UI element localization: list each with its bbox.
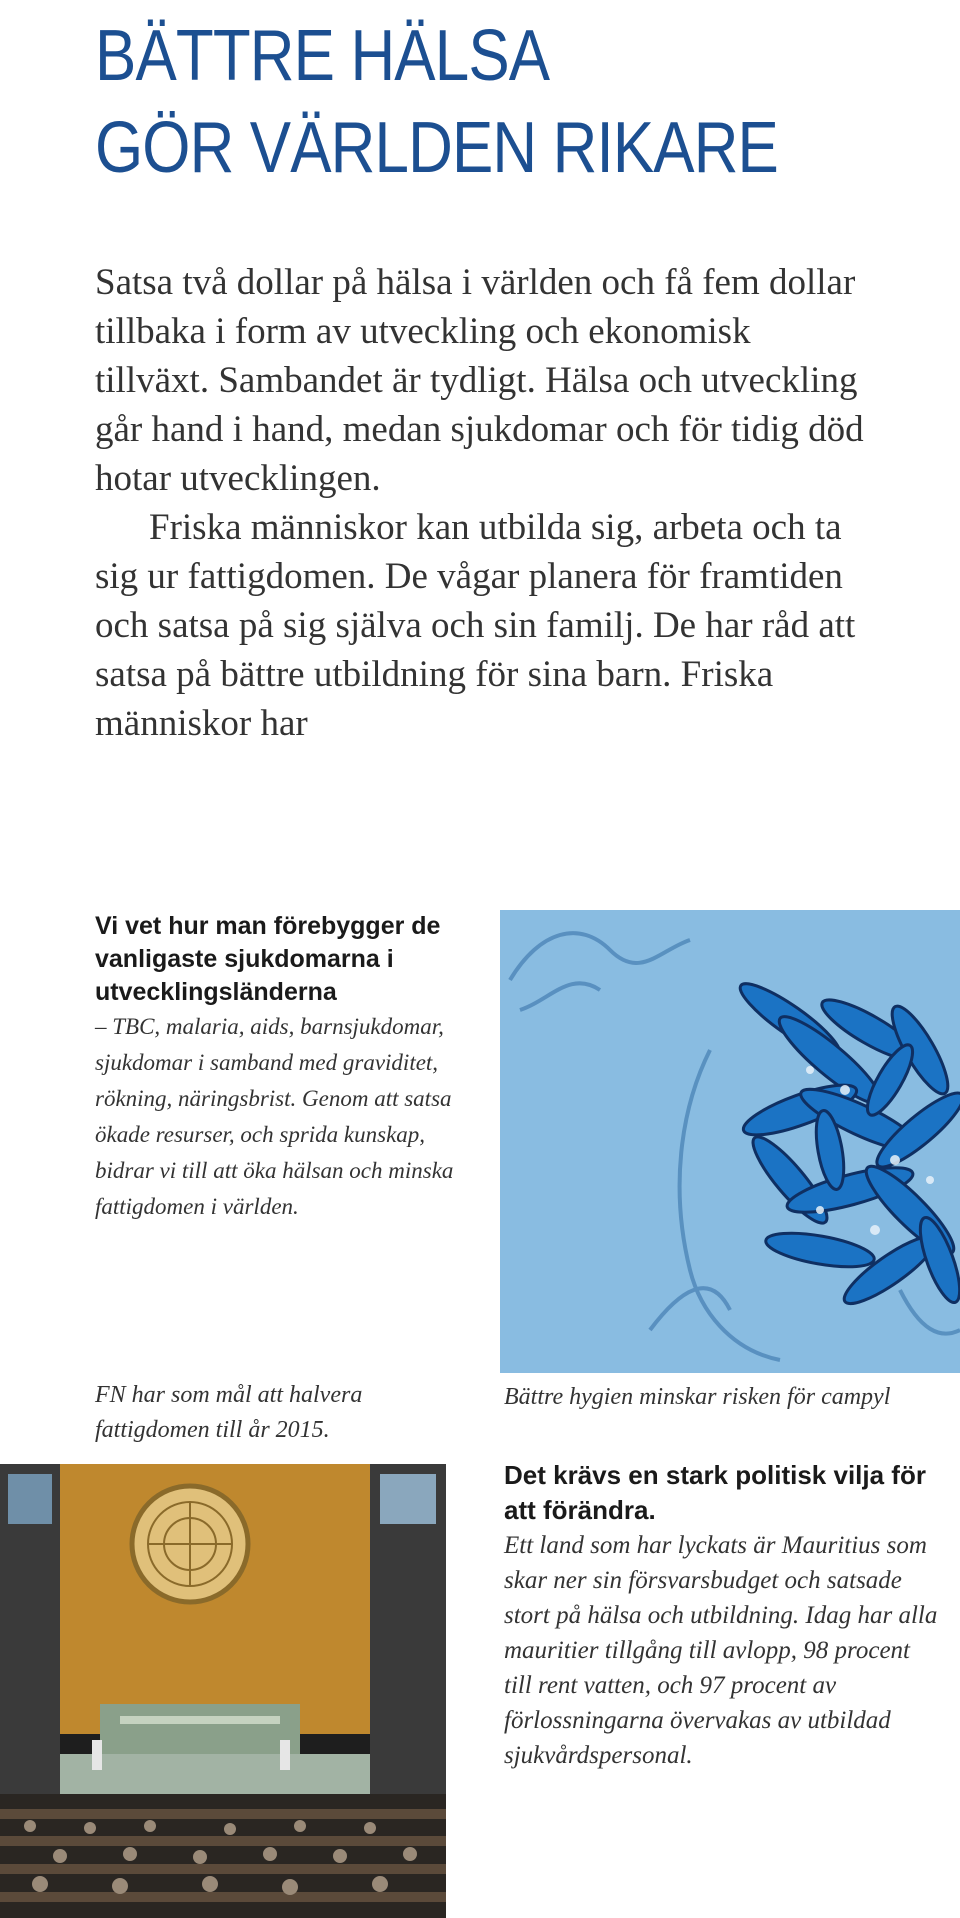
mauritius-heading: Det krävs en stark politisk vilja för att förändra. xyxy=(504,1460,926,1525)
sidebar-heading: Vi vet hur man förebygger de vanligaste sjukdomarna i utvecklingsländerna xyxy=(95,912,441,1006)
bacteria-illustration xyxy=(500,910,960,1373)
sidebar-text: – TBC, malaria, aids, barnsjukdomar, sjukdomar i samband med graviditet, rökning, näringsbrist. Genom att satsa ökade resurser, och sprida kunskap, bidrar vi till att öka hälsan och minska fattigdomen i världen. xyxy=(95,1014,454,1219)
bacteria-photo xyxy=(500,910,960,1373)
page-title-line-1: BÄTTRE HÄLSA xyxy=(95,16,550,96)
page-title-line-2: GÖR VÄRLDEN RIKARE xyxy=(95,108,779,188)
mauritius-block xyxy=(504,1458,944,1773)
intro-paragraph-2: Friska människor kan utbilda sig, arbeta och ta sig ur fattigdomen. De vågar planera för framtiden och satsa på sig själva och sin familj. De har råd att satsa på bättre utbildning för sina barn. Friska människor har xyxy=(95,507,856,744)
un-assembly-illustration xyxy=(0,1464,446,1918)
mauritius-text: Ett land som har lyckats är Mauritius som skar ner sin försvarsbudget och satsade stort på hälsa och utbildning. Idag har alla mauritier tillgång till avlopp, 98 procent till rent vatten, och 97 procent av förlossningarna övervakas av utbildad sjukvårdspersonal. xyxy=(504,1532,938,1769)
intro-text xyxy=(95,258,865,748)
prevention-sidebar xyxy=(95,910,465,1225)
bacteria-caption: Bättre hygien minskar risken för campyl xyxy=(504,1384,891,1410)
intro-paragraph-1: Satsa två dollar på hälsa i världen och få fem dollar tillbaka i form av utveckling och ekonomisk tillväxt. Sambandet är tydligt. Hälsa och utveckling går hand i hand, medan sjukdomar och för tidig död hotar utvecklingen. xyxy=(95,262,864,499)
page-title xyxy=(95,10,835,194)
un-caption: FN har som mål att halvera fattigdomen till år 2015. xyxy=(95,1382,363,1443)
un-assembly-photo xyxy=(0,1464,446,1918)
